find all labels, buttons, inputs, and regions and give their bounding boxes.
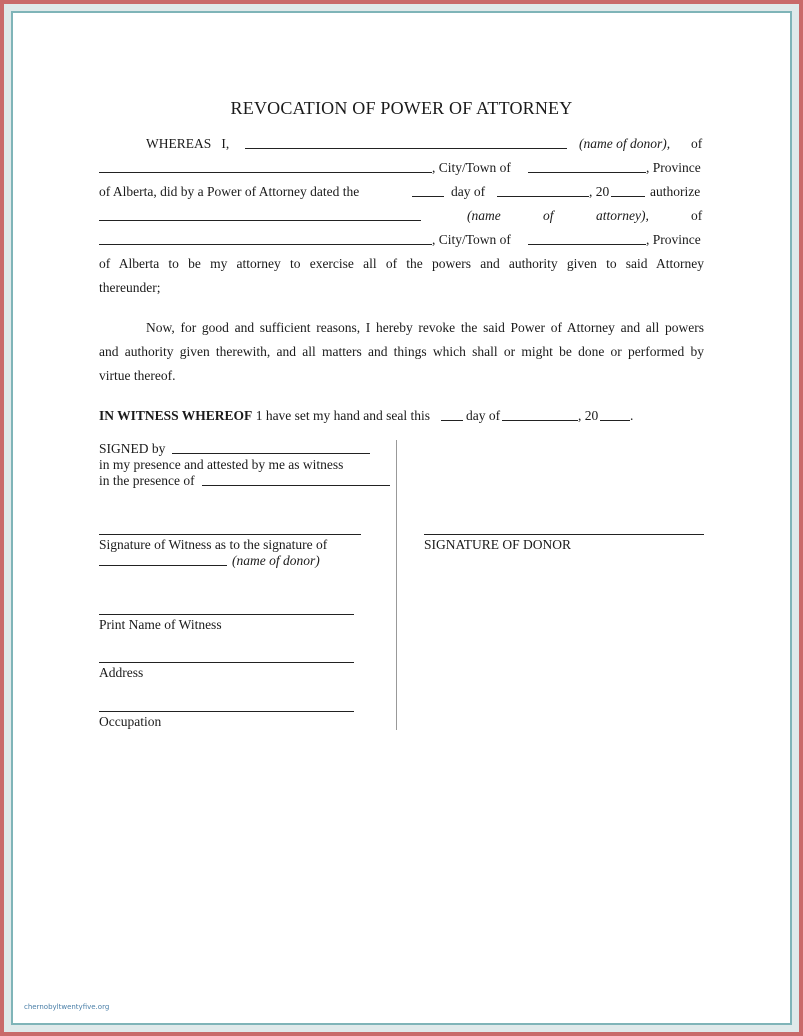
now-line-2: and authority given therewith, and all matters and things which shall or might be done or performed by: [99, 344, 704, 359]
whereas-label: WHEREAS: [146, 136, 212, 151]
poa-year-blank[interactable]: [611, 196, 645, 197]
watermark: chernobyltwentyfive.org: [24, 1003, 110, 1011]
print-name-label: Print Name of Witness: [99, 617, 222, 632]
attorney-hint-name: (name: [467, 208, 501, 223]
authorize-label: authorize: [650, 184, 701, 199]
witness-day-blank[interactable]: [441, 420, 463, 421]
now-line-1: Now, for good and sufficient reasons, I hereby revoke the said Power of Attorney and all powers: [146, 320, 704, 335]
whereas-of: of: [691, 136, 703, 151]
witness-signature-line[interactable]: [99, 534, 361, 535]
address-label: Address: [99, 665, 144, 680]
donor-signature-label: SIGNATURE OF DONOR: [424, 537, 572, 552]
attorney-of: of: [691, 208, 703, 223]
column-divider: [396, 440, 397, 730]
witness-clause: [99, 407, 430, 425]
attorney-hint-of: of: [543, 208, 554, 223]
poa-day-of: day of: [451, 184, 486, 199]
whereas-line-6: of Alberta to be my attorney to exercise all of the powers and authority given to said Attorney: [99, 256, 704, 271]
whereas-line-1: [146, 135, 229, 153]
witness-year-prefix: , 20: [578, 408, 599, 423]
attested-label: in my presence and attested by me as witness: [99, 457, 344, 472]
witness-month-blank[interactable]: [502, 420, 578, 421]
print-name-line[interactable]: [99, 614, 354, 615]
signed-by-label: SIGNED by: [99, 441, 166, 456]
province-label: , Province: [646, 160, 701, 175]
donor-name-blank-2[interactable]: [99, 565, 227, 566]
poa-year-prefix: , 20: [589, 184, 610, 199]
whereas-line-7: thereunder;: [99, 280, 161, 295]
poa-month-blank[interactable]: [497, 196, 589, 197]
witness-signature-label: Signature of Witness as to the signature of: [99, 537, 328, 552]
poa-day-blank[interactable]: [412, 196, 444, 197]
donor-address-blank[interactable]: [99, 172, 432, 173]
occupation-label: Occupation: [99, 714, 162, 729]
witness-clause-text: 1 have set my hand and seal this: [255, 408, 431, 423]
city-town-label: , City/Town of: [432, 160, 511, 175]
whereas-pronoun: I,: [221, 136, 230, 151]
in-presence-of-blank[interactable]: [202, 485, 390, 486]
witness-clause-bold: IN WITNESS WHEREOF: [99, 408, 253, 423]
witness-year-blank[interactable]: [600, 420, 630, 421]
donor-name-blank[interactable]: [245, 148, 567, 149]
attorney-name-blank[interactable]: [99, 220, 421, 221]
name-of-donor-hint: (name of donor): [232, 553, 320, 568]
donor-city-blank[interactable]: [528, 172, 646, 173]
attorney-hint-attorney: attorney),: [596, 208, 649, 223]
donor-signature-line[interactable]: [424, 534, 704, 535]
occupation-line[interactable]: [99, 711, 354, 712]
city-town-label-2: , City/Town of: [432, 232, 511, 247]
document-title: REVOCATION OF POWER OF ATTORNEY: [230, 98, 573, 118]
now-line-3: virtue thereof.: [99, 368, 176, 383]
witness-end: .: [630, 408, 634, 423]
witness-day-of: day of: [466, 408, 501, 423]
attorney-city-blank[interactable]: [528, 244, 646, 245]
of-alberta-dated: of Alberta, did by a Power of Attorney dated the: [99, 184, 360, 199]
donor-name-hint: (name of donor),: [579, 136, 671, 151]
province-label-2: , Province: [646, 232, 701, 247]
attorney-address-blank[interactable]: [99, 244, 432, 245]
address-line[interactable]: [99, 662, 354, 663]
in-presence-of-label: in the presence of: [99, 473, 195, 488]
signed-by-blank[interactable]: [172, 453, 370, 454]
